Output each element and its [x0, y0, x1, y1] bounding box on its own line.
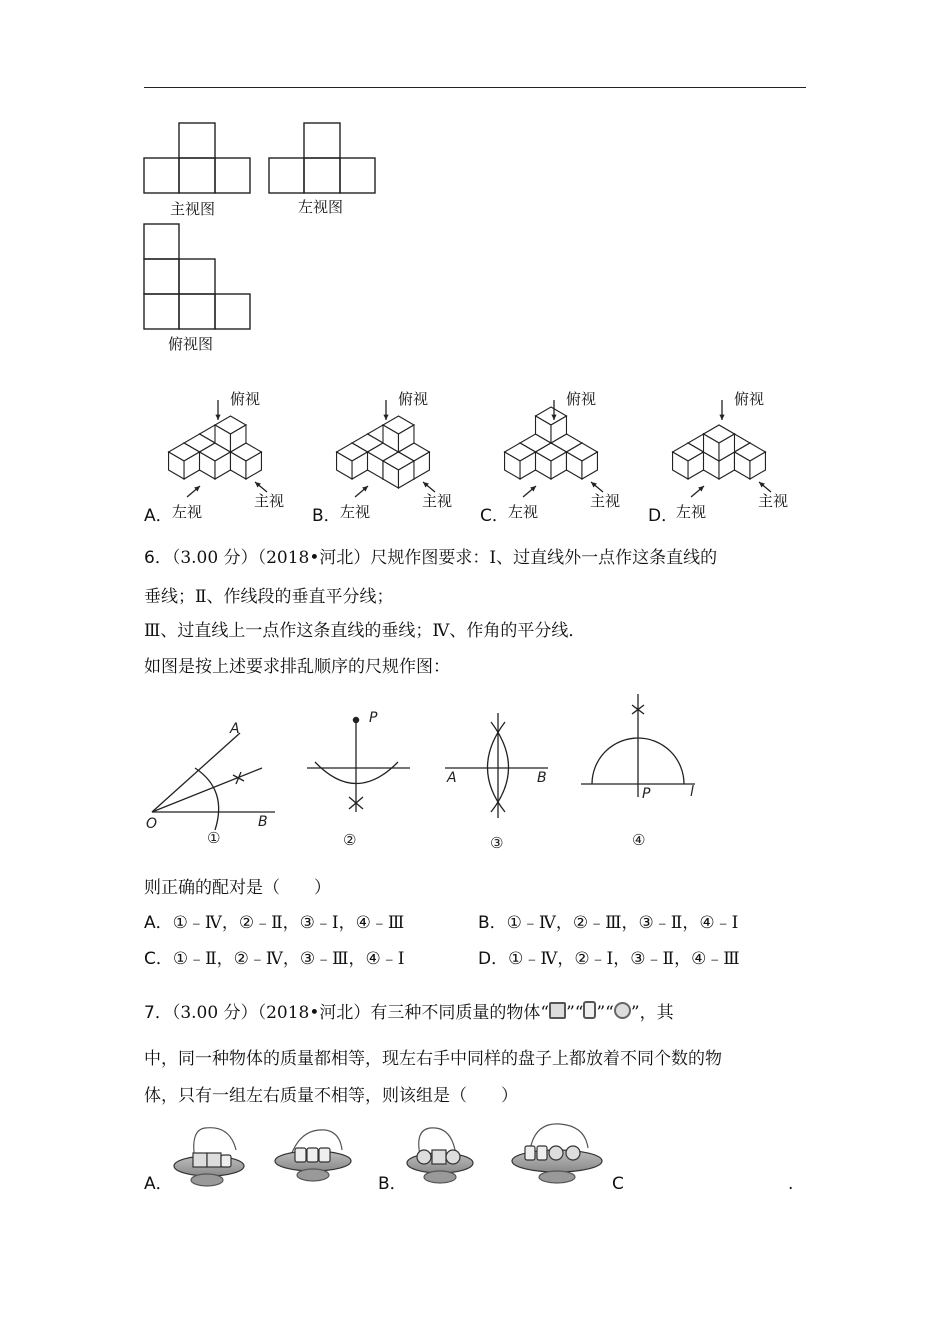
q7-number: 7． [144, 1003, 172, 1023]
q7-option-a[interactable]: A． [144, 1174, 173, 1194]
q7-score: （3.00 分） [171, 1003, 258, 1023]
left-view-label: 左视图 [298, 198, 344, 216]
f1-label-b: B [258, 814, 268, 830]
q5-option-a-letter[interactable]: A． [144, 506, 173, 526]
f4-label-l: l [690, 784, 694, 800]
q7-text-c: ”“ [596, 1003, 614, 1023]
q5-c-left-label: 左视 [508, 503, 539, 521]
q5-b-left-label: 左视 [340, 503, 371, 521]
q7-text-d: ”，其 [630, 1003, 674, 1023]
q5-a-left-label: 左视 [172, 503, 203, 521]
q5-d-left-label: 左视 [676, 503, 707, 521]
q5-a-top-label: 俯视 [230, 390, 261, 408]
f1-label-o: O [146, 816, 158, 832]
q7-option-b[interactable]: B． [378, 1174, 407, 1194]
f3-number: ③ [490, 834, 504, 852]
q7-text-a: 有三种不同质量的物体“ [370, 1003, 550, 1023]
top-view-label: 俯视图 [168, 335, 214, 353]
q6-option-d-letter: D． [478, 949, 509, 969]
q5-b-top-label: 俯视 [398, 390, 429, 408]
q6-option-c-text: ①﹣Ⅱ，②﹣Ⅳ，③﹣Ⅲ，④﹣Ⅰ [172, 949, 405, 969]
q6-option-a-text: ①﹣Ⅳ，②﹣Ⅱ，③﹣Ⅰ，④﹣Ⅲ [172, 913, 405, 933]
q6-line2: 垂线；Ⅱ、作线段的垂直平分线； [144, 587, 394, 607]
f4-number: ④ [632, 831, 646, 849]
f3-label-b: B [537, 770, 547, 786]
q6-score: （3.00 分） [171, 548, 258, 568]
f2-number: ② [343, 831, 357, 849]
f2-label-p: P [369, 710, 378, 726]
q5-d-top-label: 俯视 [734, 390, 765, 408]
q5-option-c-letter[interactable]: C． [480, 506, 509, 526]
option-b-plates [407, 1124, 602, 1183]
q5-c-top-label: 俯视 [566, 390, 597, 408]
q7-text-b: ”“ [566, 1003, 584, 1023]
q7-option-c[interactable]: C [612, 1174, 624, 1194]
q6-number: 6． [144, 548, 172, 568]
f1-label-a: A [230, 721, 240, 737]
q7-source: （2018•河北） [257, 1003, 371, 1023]
q6-option-a-letter: A． [144, 913, 173, 933]
q7-line3: 体，只有一组左右质量不相等，则该组是（ ） [144, 1086, 518, 1106]
q6-ask: 则正确的配对是（ ） [144, 878, 331, 898]
f1-number: ① [207, 829, 221, 847]
option-a-plates [174, 1128, 351, 1186]
f3-label-a: A [447, 770, 457, 786]
front-view-label: 主视图 [170, 200, 216, 218]
q6-line4: 如图是按上述要求排乱顺序的尺规作图： [144, 657, 450, 677]
q6-option-b-text: ①﹣Ⅳ，②﹣Ⅲ，③﹣Ⅱ，④﹣Ⅰ [506, 913, 739, 933]
q6-option-c-letter: C． [144, 949, 173, 969]
q5-a-front-label: 主视 [254, 492, 285, 510]
q6-option-b-letter: B． [478, 913, 507, 933]
q5-c-front-label: 主视 [590, 492, 621, 510]
q6-option-d-text: ①﹣Ⅳ，②﹣Ⅰ，③﹣Ⅱ，④﹣Ⅲ [508, 949, 740, 969]
q6-source: （2018•河北） [257, 548, 371, 568]
q5-option-b-letter[interactable]: B． [312, 506, 341, 526]
q5-option-d-letter[interactable]: D． [648, 506, 679, 526]
q5-d-front-label: 主视 [758, 492, 789, 510]
q6-line3: Ⅲ、过直线上一点作这条直线的垂线；Ⅳ、作角的平分线． [144, 621, 586, 641]
f4-label-p: P [642, 786, 651, 802]
q7-option-d[interactable]: . [788, 1174, 794, 1194]
q6-text-1: 尺规作图要求：Ⅰ、过直线外一点作这条直线的 [370, 548, 718, 568]
q7-line2: 中，同一种物体的质量都相等，现左右手中同样的盘子上都放着不同个数的物 [144, 1049, 722, 1069]
q5-b-front-label: 主视 [422, 492, 453, 510]
